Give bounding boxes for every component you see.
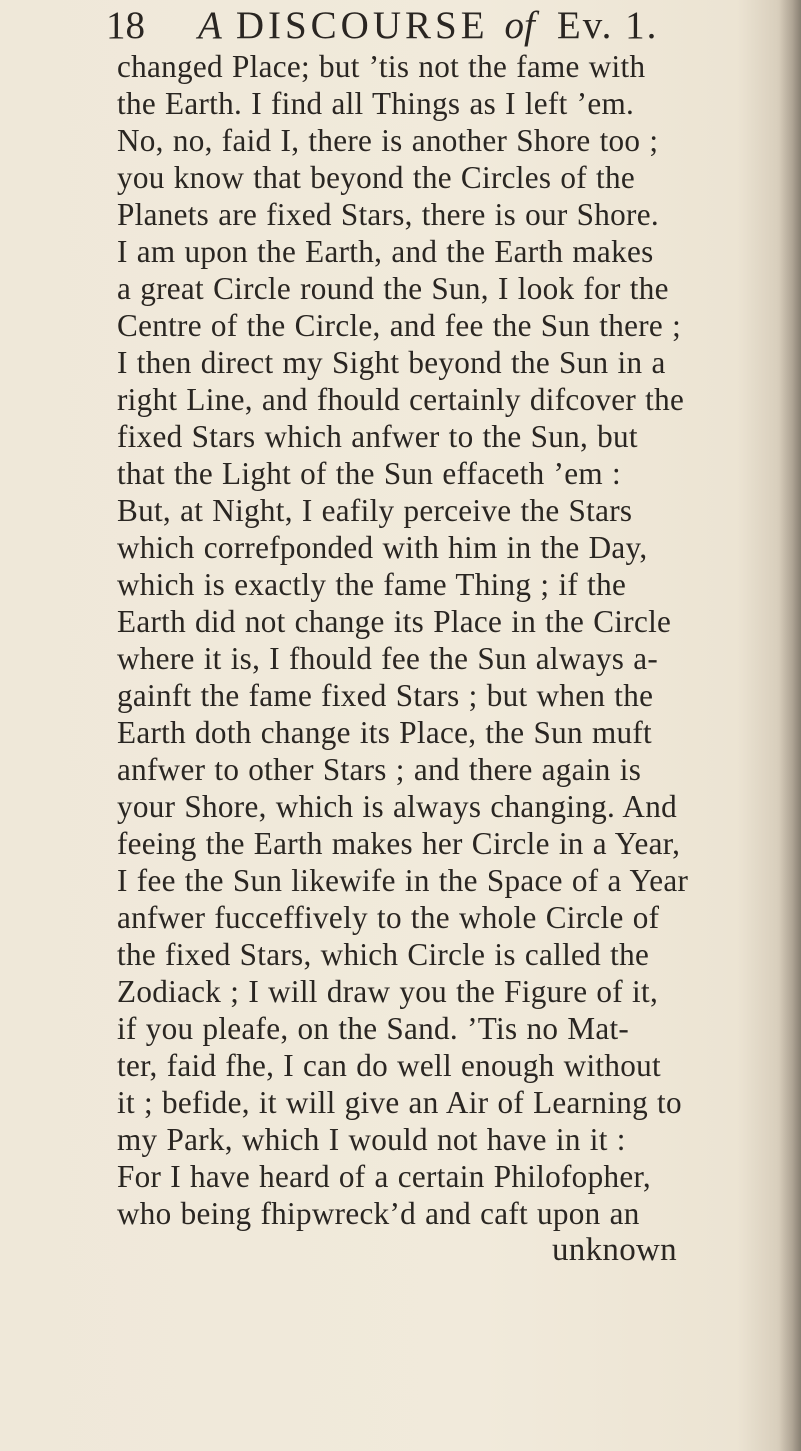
text-line: it ; befide, it will give an Air of Learning to: [117, 1085, 682, 1120]
page-number: 18: [106, 4, 145, 47]
text-line: the Earth. I find all Things as I left ’em.: [117, 86, 635, 121]
text-line: I fee the Sun likewife in the Space of a Year: [117, 863, 689, 898]
text-line: No, no, faid I, there is another Shore too ;: [117, 123, 659, 158]
text-line: your Shore, which is always changing. And: [117, 789, 677, 824]
text-line: Zodiack ; I will draw you the Figure of it,: [117, 974, 659, 1009]
text-line: anfwer to other Stars ; and there again is: [117, 752, 642, 787]
text-line: if you pleafe, on the Sand. ’Tis no Mat-: [117, 1011, 630, 1046]
text-line: Centre of the Circle, and fee the Sun there ;: [117, 308, 682, 343]
text-line: changed Place; but ’tis not the fame with: [117, 49, 646, 84]
body-text: [117, 48, 801, 1269]
text-line: where it is, I fhould fee the Sun always a-: [117, 641, 659, 676]
text-line: which is exactly the fame Thing ; if the: [117, 567, 627, 602]
text-line: Earth did not change its Place in the Circle: [117, 604, 672, 639]
text-line: my Park, which I would not have in it :: [117, 1122, 626, 1157]
text-line: feeing the Earth makes her Circle in a Year,: [117, 826, 681, 861]
text-line: Earth doth change its Place, the Sun muft: [117, 715, 652, 750]
running-head: [106, 4, 658, 48]
text-line: fixed Stars which anfwer to the Sun, but: [117, 419, 638, 454]
text-line: that the Light of the Sun effaceth ’em :: [117, 456, 621, 491]
text-line: I then direct my Sight beyond the Sun in a: [117, 345, 666, 380]
text-line: you know that beyond the Circles of the: [117, 160, 635, 195]
text-line: ter, faid fhe, I can do well enough without: [117, 1048, 661, 1083]
text-line: anfwer fucceffively to the whole Circle of: [117, 900, 660, 935]
running-title-of: of: [504, 4, 535, 47]
text-line: which correfponded with him in the Day,: [117, 530, 648, 565]
running-title: DISCOURSE: [235, 4, 489, 47]
text-line: For I have heard of a certain Philofopher,: [117, 1159, 651, 1194]
text-line: gainft the fame fixed Stars ; but when the: [117, 678, 654, 713]
running-title-article: A: [198, 4, 222, 47]
text-line: Planets are fixed Stars, there is our Shore.: [117, 197, 659, 232]
text-line: But, at Night, I eafily perceive the Stars: [117, 493, 633, 528]
text-line: right Line, and fhould certainly difcover the: [117, 382, 685, 417]
text-line: who being fhipwreck’d and caft upon an: [117, 1196, 640, 1231]
text-line: a great Circle round the Sun, I look for the: [117, 271, 669, 306]
catchword: unknown: [552, 1232, 677, 1268]
text-line: the fixed Stars, which Circle is called the: [117, 937, 650, 972]
running-title-section: Ev. 1.: [556, 4, 659, 47]
text-line: I am upon the Earth, and the Earth makes: [117, 234, 654, 269]
